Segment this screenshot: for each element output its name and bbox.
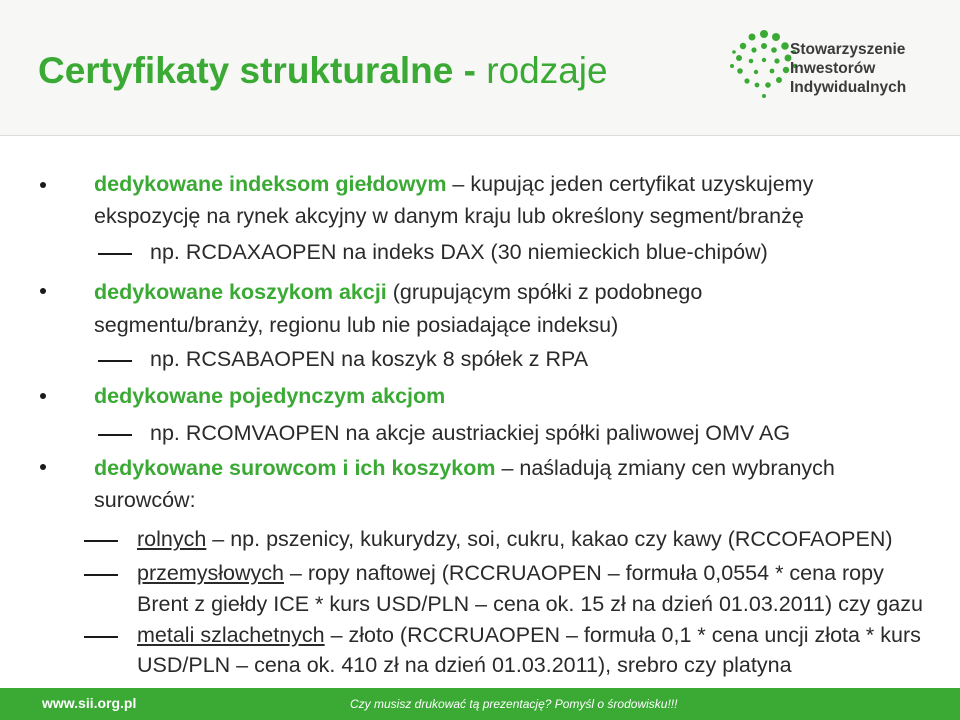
bullet-2-rest: (grupującym spółki z podobnego: [386, 280, 703, 304]
sub-przemyslowych-line-2: Brent z giełdy ICE * kurs USD/PLN – cena ok. 15 zł na dzień 01.03.2011) czy gazu: [137, 592, 923, 616]
slide-header: [0, 0, 960, 136]
slide-footer: [0, 688, 960, 720]
page-number: 7: [896, 694, 904, 710]
logo-line-1: Stowarzyszenie: [790, 41, 906, 58]
sub-rolnych-label: rolnych: [137, 527, 207, 551]
slide-title: [38, 50, 608, 92]
bullet-2-sub: np. RCSABAOPEN na koszyk 8 spółek z RPA: [150, 347, 589, 371]
footer-message: Czy musisz drukować tą prezentację? Pomyśl o środowisku!!!: [350, 697, 678, 711]
sub-dash: [98, 434, 132, 436]
sub-przemyslowych: [137, 561, 884, 586]
sub-metali-rest: – złoto (RCCRUAOPEN – formuła 0,1 * cena uncji złota * kurs: [324, 623, 921, 647]
logo-text: [790, 40, 906, 97]
bullet-3-line-1: [94, 384, 445, 409]
logo-line-2: Inwestorów: [790, 60, 876, 77]
bullet-1-line-2: ekspozycję na rynek akcyjny w danym kraju lub określony segment/branżę: [94, 204, 804, 228]
sub-rolnych: [137, 527, 893, 552]
bullet-4-rest: – naśladują zmiany cen wybranych: [495, 456, 835, 480]
sub-rolnych-rest: – np. pszenicy, kukurydzy, soi, cukru, kakao czy kawy (RCCOFAOPEN): [206, 527, 893, 551]
sub-metali: [137, 623, 921, 648]
bullet-4-highlight: dedykowane surowcom i ich koszykom: [94, 456, 496, 480]
bullet-dot: [40, 464, 46, 470]
sub-metali-line-2: USD/PLN – cena ok. 410 zł na dzień 01.03.2011), srebro czy platyna: [137, 653, 792, 677]
bullet-1-sub: np. RCDAXAOPEN na indeks DAX (30 niemieckich blue-chipów): [150, 240, 768, 264]
bullet-4-line-1: [94, 456, 835, 481]
sub-dash: [98, 360, 132, 362]
bullet-2-line-1: [94, 280, 702, 305]
bullet-1-rest: – kupując jeden certyfikat uzyskujemy: [446, 172, 814, 196]
sub-dash: [98, 253, 132, 255]
sub-dash: [84, 540, 118, 542]
sub-przemyslowych-label: przemysłowych: [137, 561, 284, 585]
bullet-1-highlight: dedykowane indeksom giełdowym: [94, 172, 447, 196]
logo-line-3: Indywidualnych: [790, 79, 907, 96]
bullet-3-highlight: dedykowane pojedynczym akcjom: [94, 384, 446, 408]
bullet-2-highlight: dedykowane koszykom akcji: [94, 280, 387, 304]
bullet-dot: [40, 182, 46, 188]
footer-url[interactable]: www.sii.org.pl: [42, 695, 137, 711]
bullet-4-line-2: surowców:: [94, 488, 196, 512]
sub-przemyslowych-rest: – ropy naftowej (RCCRUAOPEN – formuła 0,0554 * cena ropy: [283, 561, 884, 585]
bullet-dot: [40, 393, 46, 399]
bullet-dot: [40, 288, 46, 294]
title-bold: Certyfikaty strukturalne -: [38, 50, 476, 91]
bullet-1-line-1: [94, 172, 813, 197]
title-rest: rodzaje: [475, 50, 608, 91]
sub-metali-label: metali szlachetnych: [137, 623, 325, 647]
sub-dash: [84, 636, 118, 638]
sub-dash: [84, 574, 118, 576]
bullet-2-line-2: segmentu/branży, regionu lub nie posiadające indeksu): [94, 313, 619, 337]
bullet-3-sub: np. RCOMVAOPEN na akcje austriackiej spółki paliwowej OMV AG: [150, 421, 791, 445]
